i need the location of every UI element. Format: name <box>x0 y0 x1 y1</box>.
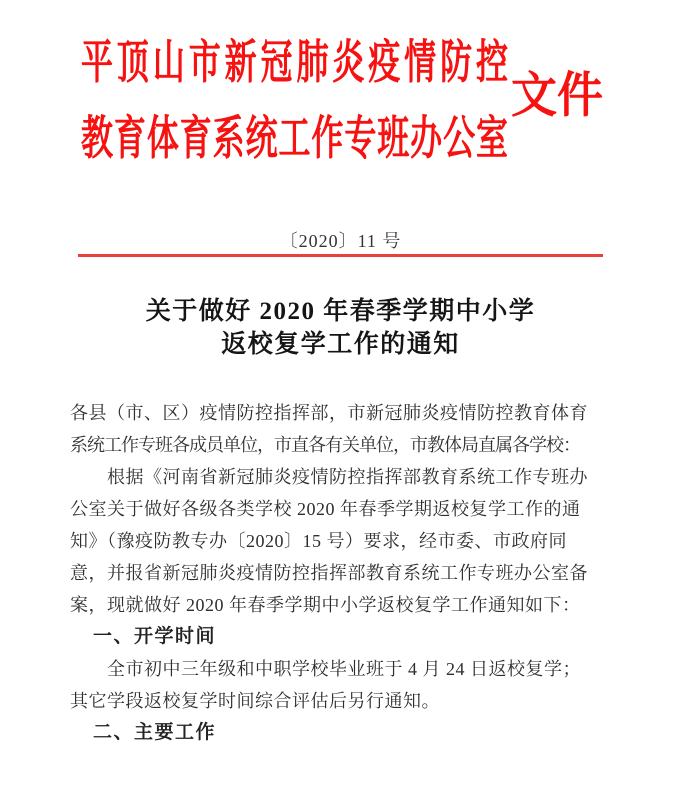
body-heading-section-1: 一、开学时间 <box>93 626 217 647</box>
red-separator-line <box>78 254 603 257</box>
document-title <box>0 295 681 361</box>
body-line-salutation-2: 系统工作专班各成员单位，市直各有关单位，市教体局直属各学校： <box>70 435 580 455</box>
document-number: 〔2020〕11 号 <box>279 231 402 251</box>
body-line-paragraph: 知》（豫疫防教专办〔2020〕15 号）要求，经市委、市政府同 <box>70 531 567 551</box>
letterhead-org-line-1: 平顶山市新冠肺炎疫情防控 <box>81 35 508 89</box>
letterhead-org-line-2: 教育体育系统工作专班办公室 <box>81 111 508 165</box>
body-line-paragraph: 公室关于做好各级各类学校 2020 年春季学期返校复学工作的通 <box>70 499 581 519</box>
document-body <box>70 397 612 749</box>
body-heading-section-2: 二、主要工作 <box>93 722 217 743</box>
body-line-paragraph: 根据《河南省新冠肺炎疫情防控指挥部教育系统工作专班办 <box>107 467 588 487</box>
body-line-paragraph: 其它学段返校复学时间综合评估后另行通知。 <box>70 691 440 711</box>
body-line-paragraph: 案，现就做好 2020 年春季学期中小学返校复学工作通知如下： <box>70 595 581 615</box>
title-line-1: 关于做好 2020 年春季学期中小学 <box>145 298 536 325</box>
body-line-salutation-1: 各县（市、区）疫情防控指挥部，市新冠肺炎疫情防控教育体育 <box>70 403 588 423</box>
body-line-paragraph: 全市初中三年级和中职学校毕业班于 4 月 24 日返校复学； <box>107 659 581 679</box>
body-line-paragraph: 意，并报省新冠肺炎疫情防控指挥部教育系统工作专班办公室备 <box>70 563 588 583</box>
letterhead-doc-type-label: 文件 <box>511 68 603 123</box>
title-line-2: 返校复学工作的通知 <box>221 331 460 358</box>
